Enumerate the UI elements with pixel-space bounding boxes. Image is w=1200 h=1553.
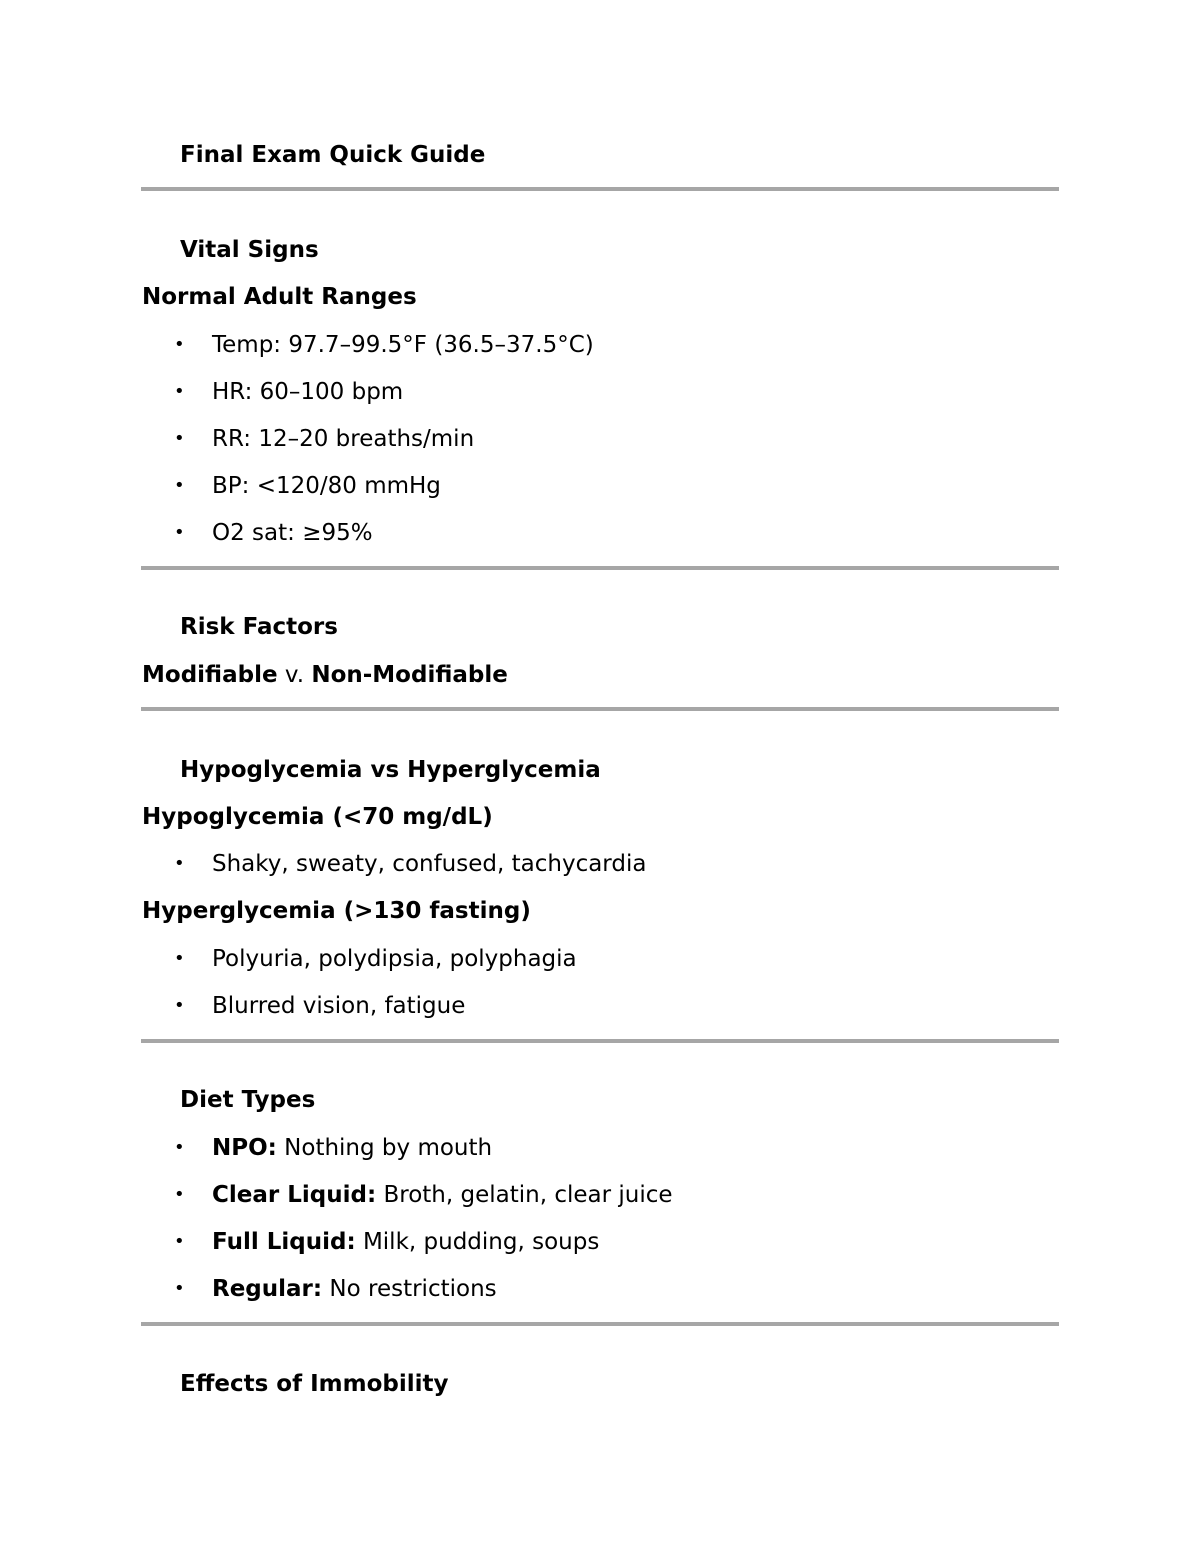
list-item-text: O2 sat: ≥95% — [212, 520, 373, 546]
bullet-icon: • — [174, 381, 185, 402]
glycemia-heading: Hypoglycemia vs Hyperglycemia — [180, 757, 601, 783]
section-divider — [141, 1039, 1059, 1043]
bullet-icon: • — [174, 1184, 185, 1205]
hypoglycemia-subheading: Hypoglycemia (<70 mg/dL) — [142, 804, 493, 830]
diet-description: No restrictions — [322, 1276, 497, 1302]
diet-description: Milk, pudding, soups — [355, 1229, 600, 1255]
list-item — [174, 428, 474, 451]
list-item — [174, 995, 465, 1018]
list-item — [174, 1184, 673, 1207]
list-item-text: RR: 12–20 breaths/min — [212, 426, 475, 452]
list-item — [174, 1278, 497, 1301]
vital-signs-heading: Vital Signs — [180, 237, 319, 263]
diet-term: Clear Liquid: — [212, 1182, 377, 1208]
risk-factors-subheading — [142, 664, 508, 687]
list-item-text: Shaky, sweaty, confused, tachycardia — [212, 851, 647, 877]
hyperglycemia-subheading: Hyperglycemia (>130 fasting) — [142, 898, 531, 924]
list-item-text: Polyuria, polydipsia, polyphagia — [212, 946, 577, 972]
diet-term: Regular: — [212, 1276, 323, 1302]
bullet-icon: • — [174, 428, 185, 449]
bullet-icon: • — [174, 1231, 185, 1252]
risk-factors-heading: Risk Factors — [180, 614, 338, 640]
list-item — [174, 853, 646, 876]
versus-label: v. — [277, 662, 312, 688]
bullet-icon: • — [174, 1137, 185, 1158]
section-divider — [141, 566, 1059, 570]
list-item-text: BP: <120/80 mmHg — [212, 473, 441, 499]
bullet-icon: • — [174, 995, 185, 1016]
list-item — [174, 334, 594, 357]
bullet-icon: • — [174, 948, 185, 969]
modifiable-label: Modifiable — [142, 662, 278, 688]
diet-types-heading: Diet Types — [180, 1087, 316, 1113]
list-item-text: Blurred vision, fatigue — [212, 993, 466, 1019]
list-item — [174, 948, 577, 971]
diet-description: Broth, gelatin, clear juice — [376, 1182, 673, 1208]
list-item — [174, 381, 403, 404]
diet-term: NPO: — [212, 1135, 277, 1161]
list-item — [174, 475, 441, 498]
section-divider — [141, 707, 1059, 711]
bullet-icon: • — [174, 522, 185, 543]
non-modifiable-label: Non-Modifiable — [311, 662, 508, 688]
list-item — [174, 522, 373, 545]
list-item-text: Temp: 97.7–99.5°F (36.5–37.5°C) — [212, 332, 594, 358]
immobility-heading: Effects of Immobility — [180, 1371, 449, 1397]
bullet-icon: • — [174, 334, 185, 355]
bullet-icon: • — [174, 853, 185, 874]
section-divider — [141, 187, 1059, 191]
document-title: Final Exam Quick Guide — [180, 142, 486, 168]
list-item-text: HR: 60–100 bpm — [212, 379, 404, 405]
list-item — [174, 1231, 599, 1254]
diet-description: Nothing by mouth — [276, 1135, 493, 1161]
section-divider — [141, 1322, 1059, 1326]
bullet-icon: • — [174, 1278, 185, 1299]
bullet-icon: • — [174, 475, 185, 496]
list-item — [174, 1137, 492, 1160]
normal-adult-ranges-subheading: Normal Adult Ranges — [142, 284, 417, 310]
diet-term: Full Liquid: — [212, 1229, 356, 1255]
